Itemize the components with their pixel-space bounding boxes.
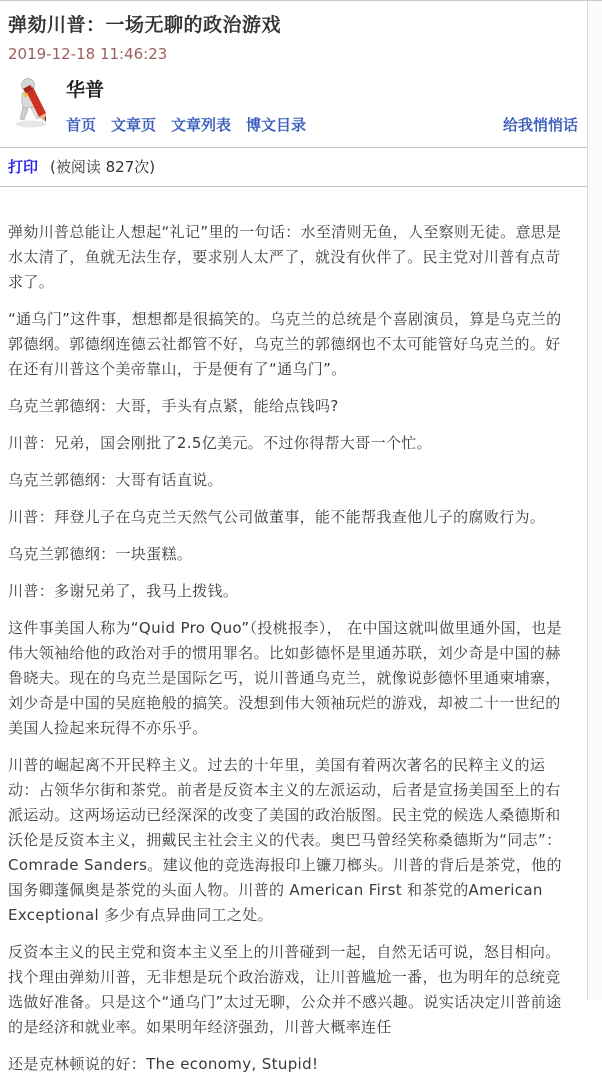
author-row bbox=[8, 73, 578, 147]
paragraph: “通乌门”这件事，想想都是很搞笑的。乌克兰的总统是个喜剧演员，算是乌克兰的郭德纲。郭德纲连德云社都管不好，乌克兰的郭德纲也不太可能管好乌克兰的。好在还有川普这个美帝靠山，于是便有了“通乌门”。 bbox=[8, 310, 562, 378]
print-link[interactable]: 打印 bbox=[8, 158, 39, 176]
author-avatar[interactable] bbox=[12, 73, 52, 129]
author-name: 华普 bbox=[66, 79, 105, 101]
post-header bbox=[0, 1, 602, 147]
paragraph: 这件事美国人称为“Quid Pro Quo”（投桃报李）， 在中国这就叫做里通外国，也是伟大领袖给他的政治对手的惯用罪名。比如彭德怀是里通苏联，刘少奇是中国的赫鲁晓夫。现在的乌克兰是国际乞丐，说川普通乌克兰，就像说彭德怀里通柬埔寨，刘少奇是中国的吴庭艳般的搞笑。没想到伟大领袖玩烂的游戏，却被二十一世纪的美国人捡起来玩得不亦乐乎。 bbox=[8, 619, 563, 737]
dialogue-line: 川普：兄弟，国会刚批了2.5亿美元。不过你得帮大哥一个忙。 bbox=[8, 434, 433, 452]
paragraph: 弹劾川普总能让人想起“礼记”里的一句话：水至清则无鱼，人至察则无徒。意思是水太清了，鱼就无法生存，要求别人太严了，就没有伙伴了。民主党对川普有点苛求了。 bbox=[8, 223, 562, 291]
nav-article-page-link[interactable]: 文章页 bbox=[111, 116, 157, 134]
article-body bbox=[0, 187, 587, 1077]
dialogue-line: 川普：多谢兄弟了，我马上拨钱。 bbox=[8, 582, 239, 600]
writer-figure-icon bbox=[12, 114, 52, 133]
dialogue-line: 川普：拜登儿子在乌克兰天然气公司做董事，能不能帮我查他儿子的腐败行为。 bbox=[8, 508, 546, 526]
nav-home-link[interactable]: 首页 bbox=[66, 116, 97, 134]
paragraph: 还是克林顿说的好：The economy, Stupid! bbox=[8, 1055, 319, 1073]
author-column bbox=[66, 73, 578, 147]
paragraph: 川普的崛起离不开民粹主义。过去的十年里，美国有着两次著名的民粹主义的运动：占领华尔街和茶党。前者是反资本主义的左派运动，后者是宣扬美国至上的右派运动。这两场运动已经深深的改变了美国的政治版图。民主党的候选人桑德斯和沃伦是反资本主义，拥戴民主社会主义的代表。奥巴马曾经笑称桑德斯为“同志”：Comrade Sanders。建议他的竞选海报印上镰刀榔头。川普的背后是茶党，他的国务卿蓬佩奥是茶党的头面人物。川普的 American First 和茶党的American Exceptional 多少有点异曲同工之处。 bbox=[8, 756, 562, 924]
print-toolbar bbox=[0, 147, 587, 187]
nav-blog-directory-link[interactable]: 博文目录 bbox=[246, 116, 307, 134]
scrollbar-track[interactable] bbox=[587, 1, 602, 1000]
nav-article-list-link[interactable]: 文章列表 bbox=[171, 116, 232, 134]
read-count: (被阅读 827次) bbox=[50, 158, 156, 176]
dialogue-line: 乌克兰郭德纲：大哥，手头有点紧，能给点钱吗? bbox=[8, 397, 339, 415]
dialogue-line: 乌克兰郭德纲：一块蛋糕。 bbox=[8, 545, 193, 563]
dialogue-line: 乌克兰郭德纲：大哥有话直说。 bbox=[8, 471, 223, 489]
page-title: 弹劾川普：一场无聊的政治游戏 bbox=[8, 14, 282, 36]
post-date: 2019-12-18 11:46:23 bbox=[8, 45, 168, 63]
private-message-link[interactable]: 给我悄悄话 bbox=[502, 116, 578, 134]
paragraph: 反资本主义的民主党和资本主义至上的川普碰到一起，自然无话可说，怒目相向。找个理由弹劾川普，无非想是玩个政治游戏，让川普尴尬一番，也为明年的总统竞选做好准备。只是这个“通乌门”太过无聊，公众并不感兴趣。说实话决定川普前途的是经济和就业率。如果明年经济强劲，川普大概率连任 bbox=[8, 943, 562, 1036]
blog-nav bbox=[66, 114, 578, 147]
